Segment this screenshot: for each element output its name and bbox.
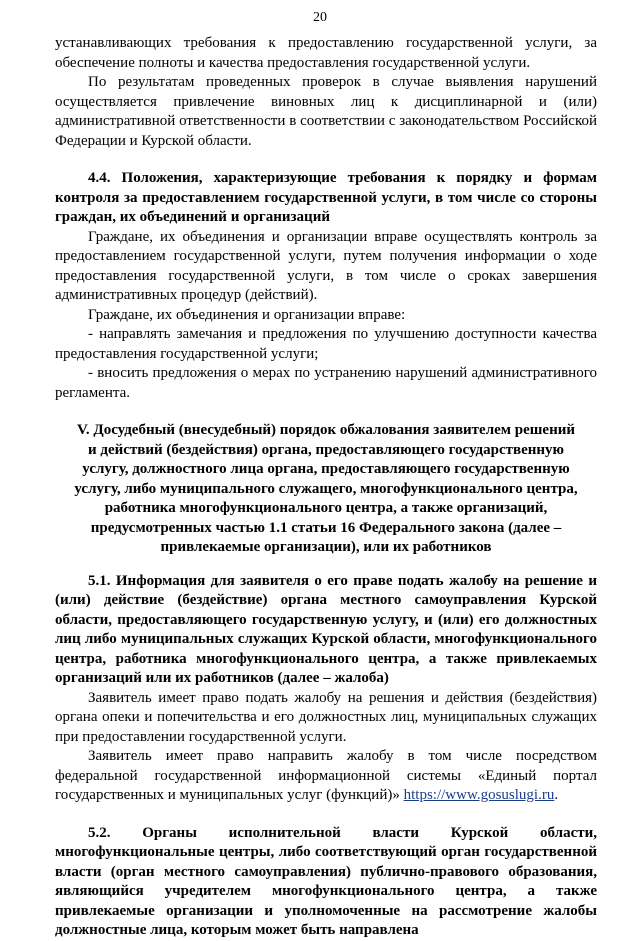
- section-heading-5-2: 5.2. Органы исполнительной власти Курской области, многофункциональные центры, либо соответствующий орган государственной власти (орган местного самоуправления) публично-правового образования, являющийся учредителем многофункционального центра, а также привлекаемые организации и уполномоченные на рассмотрение жалобы должностные лица, которым может быть направлена: [55, 824, 597, 938]
- paragraph: устанавливающих требования к предоставлению государственной услуги, за обеспечение полноты и качества предоставления государственной услуги.: [55, 35, 597, 71]
- section-heading-5-1: 5.1. Информация для заявителя о его праве подать жалобу на решение и (или) действие (бездействие) органа местного самоуправления Курской области, предоставляющего государственную услугу, и (или) его должностных лиц либо муниципальных служащих Курской области, многофункционального центра, работника многофункционального центра, а также привлекаемых организаций или их работников (далее – жалоба): [55, 572, 597, 686]
- paragraph: Граждане, их объединения и организации вправе осуществлять контроль за предоставлением государственной услуги, путем получения информации о ходе предоставления государственной услуги, в том числе о сроках завершения административных процедур (действий).: [55, 228, 597, 303]
- paragraph: По результатам проведенных проверок в случае выявления нарушений осуществляется привлечение виновных лиц к дисциплинарной и (или) административной ответственности в соответствии с законодательством Российской Федерации и Курской области.: [55, 74, 597, 149]
- paragraph-end: .: [554, 787, 559, 803]
- gosuslugi-link[interactable]: https://www.gosuslugi.ru: [403, 787, 555, 803]
- list-item: - направлять замечания и предложения по улучшению доступности качества предоставления государственной услуги;: [55, 326, 597, 362]
- list-item: - вносить предложения о мерах по устранению нарушений административного регламента.: [55, 365, 597, 401]
- section-heading-4-4: 4.4. Положения, характеризующие требования к порядку и формам контроля за предоставлением государственной услуги, в том числе со стороны граждан, их объединений и организаций: [55, 170, 597, 225]
- paragraph: [55, 747, 597, 806]
- paragraph: Граждане, их объединения и организации вправе:: [88, 306, 406, 323]
- paragraph: Заявитель имеет право подать жалобу на решения и действия (бездействия) органа опеки и попечительства и его должностных лиц, муниципальных служащих при предоставлении государственной услуги.: [55, 689, 597, 745]
- paragraph-text: Заявитель имеет право направить жалобу в том числе посредством федеральной государственной информационной системы «Единый портал государственных и муниципальных услуг (функций)»: [55, 748, 597, 803]
- section-title-v: V. Досудебный (внесудебный) порядок обжалования заявителем решений и действий (бездействия) органа, предоставляющего государственную услугу, должностного лица органа, предоставляющего государственную услугу, либо муниципального служащего, многофункционального центра, работника многофункционального центра, а также организаций, предусмотренных частью 1.1 статьи 16 Федерального закона (далее – привлекаемые организации), или их работников: [74, 422, 578, 555]
- document-body: [55, 34, 597, 941]
- page-number: 20: [313, 10, 327, 25]
